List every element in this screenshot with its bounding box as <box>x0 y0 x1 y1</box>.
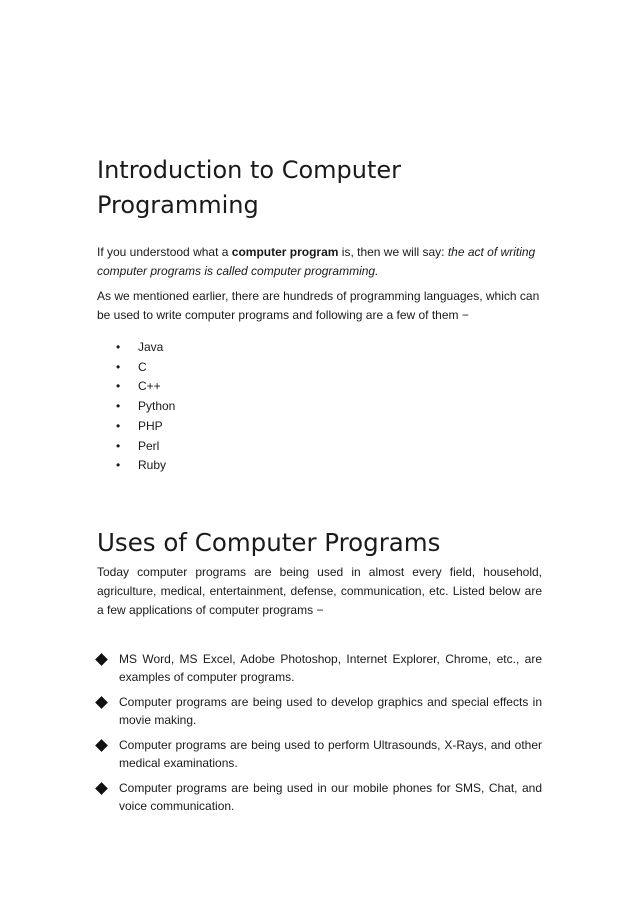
list-item <box>115 338 542 358</box>
languages-paragraph: As we mentioned earlier, there are hundreds of programming languages, which can be used to write computer programs and following are a few of them − <box>97 289 540 322</box>
use-text: Computer programs are being used in our mobile phones for SMS, Chat, and voice communication. <box>119 780 542 814</box>
language-name: C++ <box>138 379 161 394</box>
bullet-icon: • <box>116 379 121 394</box>
bullet-icon: • <box>116 438 121 453</box>
uses-intro-paragraph: Today computer programs are being used in almost every field, household, agriculture, medical, entertainment, defense, communication, etc. Listed below are a few applications of computer programs − <box>97 564 542 617</box>
document-content <box>97 153 542 822</box>
intro-italic-definition: the act of writing computer programs is called computer programming. <box>97 245 536 278</box>
list-item <box>97 693 542 730</box>
language-name: Perl <box>138 438 160 453</box>
languages-list <box>97 338 542 476</box>
intro-text-start: If you understood what a <box>97 245 232 259</box>
language-name: PHP <box>138 418 163 433</box>
language-name: Ruby <box>138 458 167 473</box>
list-item <box>115 456 542 476</box>
list-item <box>115 437 542 457</box>
list-item <box>115 358 542 378</box>
section-title-introduction: Introduction to Computer Programming <box>97 156 401 219</box>
diamond-bullet-icon <box>95 739 108 752</box>
bullet-icon: • <box>116 458 121 473</box>
section-title-uses: Uses of Computer Programs <box>97 527 441 557</box>
bullet-icon: • <box>116 418 121 433</box>
list-item <box>97 779 542 816</box>
diamond-bullet-icon <box>95 653 108 666</box>
language-name: C <box>138 359 147 374</box>
list-item <box>115 417 542 437</box>
intro-bold-term: computer program <box>231 245 339 259</box>
diamond-bullet-icon <box>95 696 108 709</box>
use-text: Computer programs are being used to perform Ultrasounds, X-Rays, and other medical examinations. <box>119 737 542 771</box>
intro-paragraph <box>97 243 542 281</box>
bullet-icon: • <box>116 340 121 354</box>
diamond-bullet-icon <box>95 782 108 795</box>
use-text: MS Word, MS Excel, Adobe Photoshop, Internet Explorer, Chrome, etc., are examples of computer programs. <box>119 651 542 685</box>
intro-text-middle: is, then we will say: <box>338 245 448 259</box>
list-item <box>115 397 542 417</box>
uses-list <box>97 650 542 816</box>
list-item <box>115 377 542 397</box>
language-name: Java <box>138 340 164 354</box>
bullet-icon: • <box>116 399 121 414</box>
list-item <box>97 736 542 773</box>
bullet-icon: • <box>116 359 121 374</box>
list-item <box>97 650 542 687</box>
language-name: Python <box>138 399 176 414</box>
use-text: Computer programs are being used to develop graphics and special effects in movie making. <box>119 694 542 728</box>
